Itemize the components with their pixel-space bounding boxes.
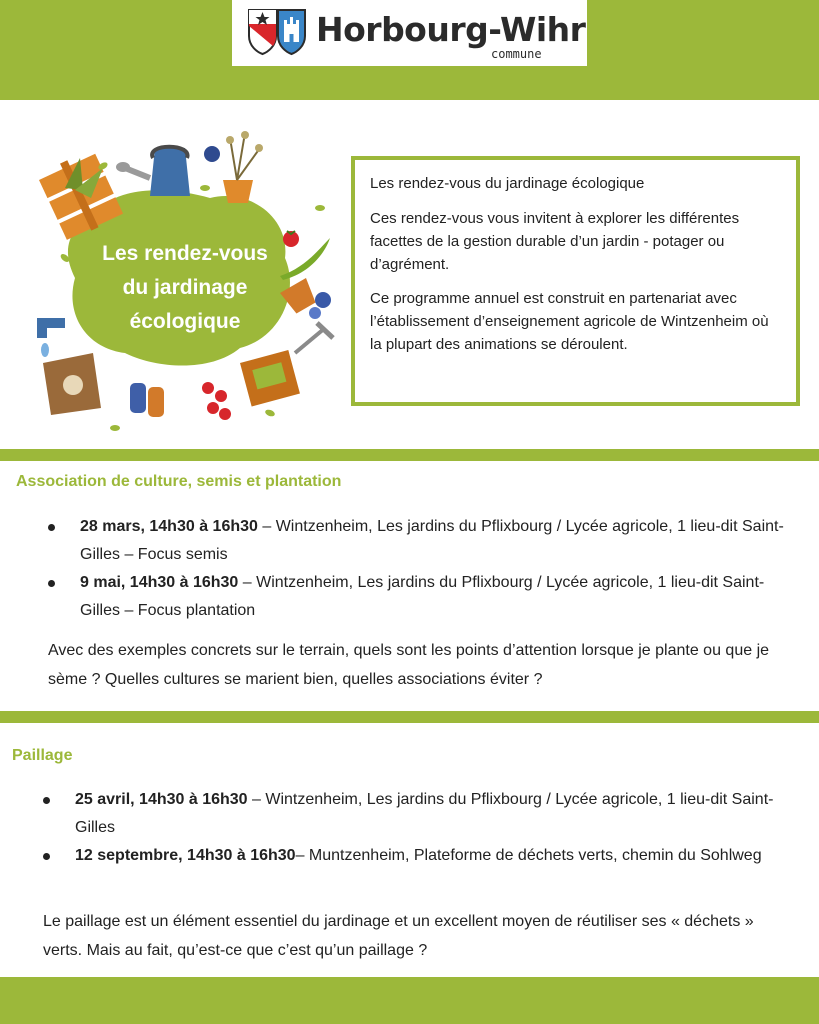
gardening-gloves-icon	[130, 383, 164, 417]
event-date: 25 avril, 14h30 à 16h30	[75, 791, 248, 808]
event-location: – Muntzenheim, Plateforme de déchets verts, chemin du Sohlweg	[295, 847, 762, 864]
event-date: 28 mars, 14h30 à 16h30	[80, 518, 258, 535]
event-item	[43, 786, 793, 842]
event-item	[48, 513, 798, 569]
illustration-title-line: écologique	[129, 310, 241, 333]
event-list	[43, 786, 793, 870]
illustration-title-line: Les rendez-vous	[102, 242, 268, 265]
coat-of-arms-icon	[246, 6, 308, 58]
logo-name: Horbourg-Wihr	[316, 10, 586, 49]
header-band	[0, 0, 819, 100]
intro-paragraph: Ce programme annuel est construit en partenariat avec l’établissement d’enseignement agricole de Wintzenheim où la plupart des animations se déroulent.	[370, 290, 769, 353]
section-divider	[0, 449, 819, 461]
event-item	[43, 842, 793, 870]
illustration-title	[80, 237, 290, 339]
hero-section	[0, 100, 819, 449]
logo-subtitle: commune	[491, 47, 542, 61]
event-date: 9 mai, 14h30 à 16h30	[80, 574, 239, 591]
illustration-title-line: du jardinage	[122, 276, 248, 299]
section-title: Association de culture, semis et plantation	[16, 473, 342, 490]
section-description: Le paillage est un élément essentiel du jardinage et un excellent moyen de réutiliser ses « déchets » verts. Mais au fait, qu’est-ce que c’est qu’un paillage ?	[43, 913, 754, 959]
flower-pot-icon	[223, 131, 263, 203]
intro-heading: Les rendez-vous du jardinage écologique	[370, 175, 645, 192]
event-item	[48, 569, 798, 625]
section-description: Avec des exemples concrets sur le terrain, quels sont les points d’attention lorsque je plante ou que je sème ? Quelles cultures se marient bien, quelles associations éviter ?	[48, 642, 770, 688]
watering-can-icon	[116, 147, 190, 196]
footer-band	[0, 977, 819, 1024]
event-location: – Wintzenheim, Les jardins du Pflixbourg / Lycée agricole, 1 lieu-dit Saint-Gilles – Focus plantation	[80, 574, 765, 619]
intro-paragraph: Ces rendez-vous vous invitent à explorer les différentes facettes de la gestion durable d’un jardin - potager ou d’agrément.	[370, 210, 740, 273]
event-date: 12 septembre, 14h30 à 16h30	[75, 847, 296, 864]
rake-icon	[295, 323, 333, 353]
intro-box	[351, 156, 800, 406]
event-list	[48, 513, 798, 625]
event-location: – Wintzenheim, Les jardins du Pflixbourg / Lycée agricole, 1 lieu-dit Saint-Gilles	[75, 791, 774, 836]
event-location: – Wintzenheim, Les jardins du Pflixbourg / Lycée agricole, 1 lieu-dit Saint-Gilles – Focus semis	[80, 518, 784, 563]
logo[interactable]	[232, 0, 587, 66]
section-divider	[0, 711, 819, 723]
section-title: Paillage	[12, 747, 73, 764]
